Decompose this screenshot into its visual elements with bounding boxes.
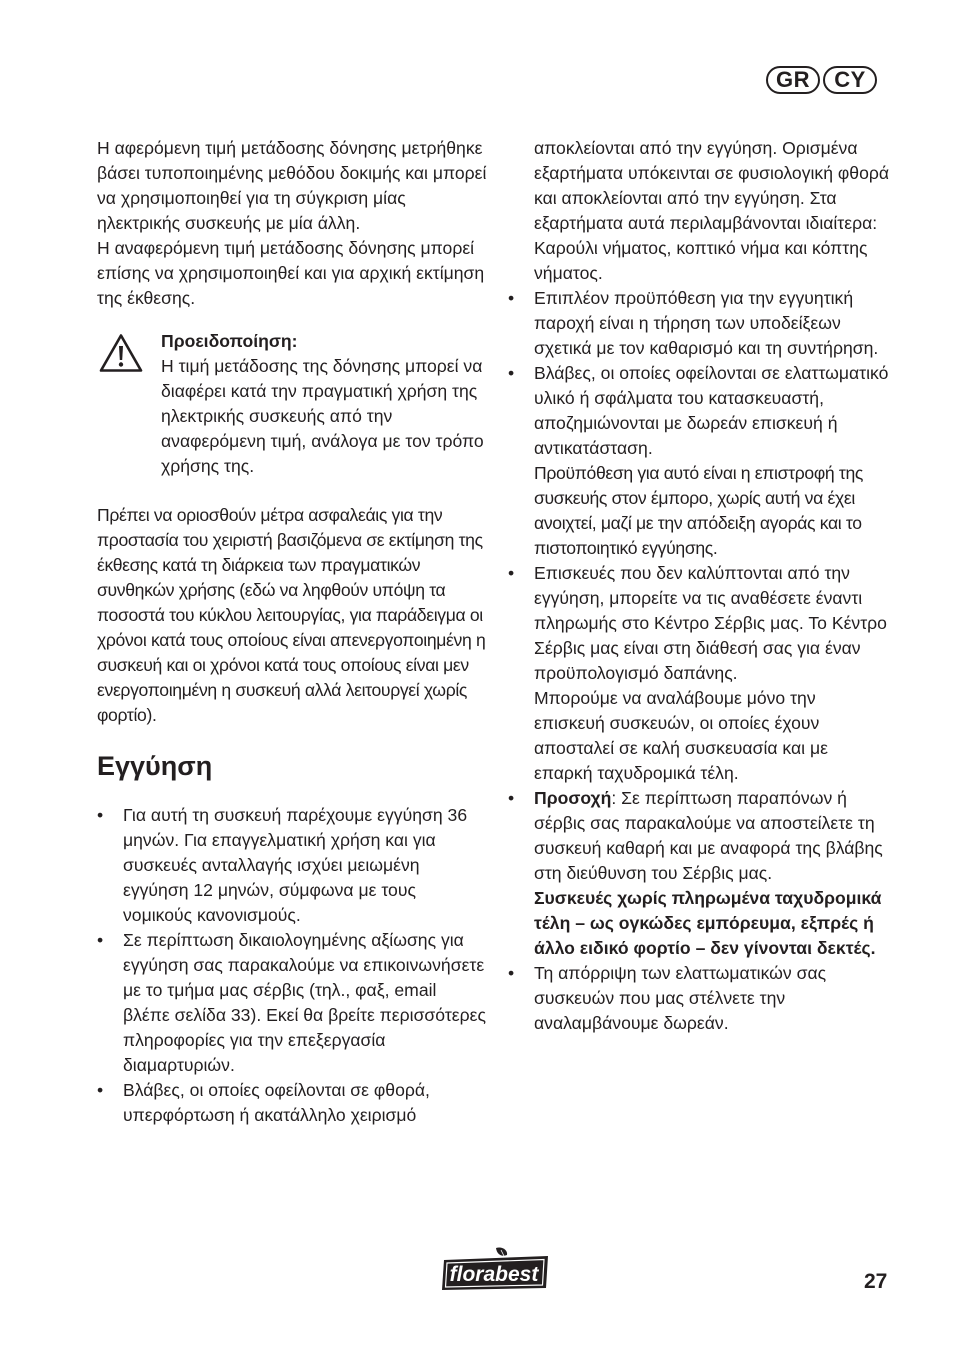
- disposal-text: Τη απόρριψη των ελαττωματικών σας συσκευών που μας στέλνετε την αναλαμβάνουμε δωρεάν.: [534, 963, 827, 1033]
- continuation-text: [508, 136, 890, 286]
- safety-paragraph: Πρέπει να οριοσθούν μέτρα ασφαλεάις για την προστασία του χειριστή βασιζόμενα σε εκτίμηση της έκθεσης κατά τη διάρκεια των πραγματικών συνθηκών χρήσης (εδώ να ληφθούν υπόψη τα ποσοστά του κύκλου λειτουργίας, για παράδειγμα οι χρόνοι κατά τους οποίους είναι απενεργοποιημένη η συσκευή και οι χρόνοι κατά τους οποίους είναι μεν ενεργοποιημένη η συσκευή αλλά λειτουργεί χωρίς φορτίο).: [97, 505, 486, 725]
- repairs-note-text: Μπορούμε να αναλάβουμε μόνο την επισκευή συσκευών, οι οποίες έχουν αποσταλεί σε καλή συσκευασία και με επαρκή ταχυδρομικά τέλη.: [534, 688, 828, 783]
- attention-text: : Σε περίπτωση παραπόνων ή σέρβις σας παρακαλούμε να αποστείλετε τη συσκευή καθαρή και με αναφορά της βλάβης στη διεύθυνση του Σέρβις μας.: [534, 788, 883, 883]
- warranty-heading: Εγγύηση: [97, 751, 213, 781]
- warning-title: Προειδοποίηση:: [161, 331, 298, 351]
- florabest-logo: [438, 1244, 552, 1292]
- warranty-list-right: [508, 136, 890, 286]
- list-item: • Για αυτή τη συσκευή παρέχουμε εγγύηση 36 μηνών. Για επαγγελματική χρήση και για συσκευές ανταλλαγής ισχύει μειωμένη εγγύηση 12 μηνών, σύμφωνα με τους νομικούς κανονισμούς.: [97, 803, 487, 928]
- warranty-list-right-items: [508, 286, 890, 1036]
- intro-paragraph-2: Η αναφερόμενη τιμή μετάδοσης δόνησης μπορεί επίσης να χρησιμοποιηθεί και για αρχική εκτίμηση της έκθεσης.: [97, 238, 485, 308]
- list-item: • Σε περίπτωση δικαιολογημένης αξίωσης για εγγύηση σας παρακαλούμε να επικοινωνήσετε με το τμήμα μας σέρβις (τηλ., φαξ, email βλέπε σελίδα 33). Εκεί θα βρείτε περισσότερες πληροφορίες για την επεξεργασία διαμαρτυριών.: [97, 928, 487, 1078]
- lang-badge-cy: CY: [823, 66, 877, 94]
- list-item: • Βλάβες, οι οποίες οφείλονται σε φθορά, υπερφόρτωση ή ακατάλληλο χειρισμό: [97, 1078, 487, 1128]
- continuation-paragraph: αποκλείονται από την εγγύηση. Ορισμένα εξαρτήματα υπόκεινται σε φυσιολογική φθορά και αποκλείονται από την εγγύηση. Στα εξαρτήματα αυτά περιλαμβάνονται ιδιαίτερα: Καρούλι νήματος, κοπτικό νήμα και κόπτης νήματος.: [534, 138, 890, 283]
- language-badges: [766, 66, 877, 94]
- warning-block: [97, 329, 487, 479]
- svg-text:florabest: florabest: [449, 1263, 539, 1286]
- attention-label: Προσοχή: [534, 788, 612, 808]
- list-item: [508, 561, 890, 786]
- list-item: [508, 361, 890, 561]
- defects-condition-text: Προϋπόθεση για αυτό είναι η επιστροφή της συσκευής στον έμπορο, χωρίς αυτή να έχει ανοιχτεί, μαζί με την απόδειξη αγοράς και το πιστοποιητικό εγγύησης.: [534, 463, 864, 558]
- conditions-text: Επιπλέον προϋπόθεση για την εγγυητική παροχή είναι η τήρηση των υποδείξεων σχετικά με τον καθαρισμό και τη συντήρηση.: [534, 288, 879, 358]
- defects-text: • Βλάβες, οι οποίες οφείλονται σε ελαττωματικό υλικό ή σφάλματα του κατασκευαστή, αποζημιώνονται με δωρεάν επισκευή ή αντικατάσταση.: [534, 363, 889, 458]
- list-item: [508, 961, 890, 1036]
- list-item: [508, 286, 890, 361]
- lang-badge-gr: GR: [766, 66, 820, 94]
- left-column: [97, 136, 487, 1128]
- warning-text: Η τιμή μετάδοσης της δόνησης μπορεί να διαφέρει κατά την πραγματική χρήση της ηλεκτρικής συσκευής από την αναφερόμενη τιμή, ανάλογα με τον τρόπο χρήσης της.: [161, 356, 484, 476]
- warning-triangle-icon: [99, 333, 143, 373]
- page-number: 27: [864, 1270, 888, 1293]
- repairs-text: • Επισκευές που δεν καλύπτονται από την εγγύηση, μπορείτε να τις αναθέσετε έναντι πληρωμής στο Κέντρο Σέρβις μας. Το Κέντρο Σέρβις μας είναι στη διάθεσή σας για έναν προϋπολογισμό δαπάνης.: [534, 563, 887, 683]
- intro-paragraph-1: Η αφερόμενη τιμή μετάδοσης δόνησης μετρήθηκε βάσει τυποποιημένης μεθόδου δοκιμής και μπορεί να χρησιμοποιηθεί για τη σύγκριση μίας ηλεκτρικής συσκευής με μία άλλη.: [97, 138, 487, 233]
- warranty-list-left: [97, 803, 487, 1128]
- list-item: [508, 786, 890, 961]
- attention-bold-notice: Συσκευές χωρίς πληρωμένα ταχυδρομικά τέλη – ως ογκώδες εμπόρευμα, εξπρές ή άλλο ειδικό φορτίο – δεν γίνονται δεκτές.: [534, 888, 882, 958]
- right-column: [508, 136, 890, 1036]
